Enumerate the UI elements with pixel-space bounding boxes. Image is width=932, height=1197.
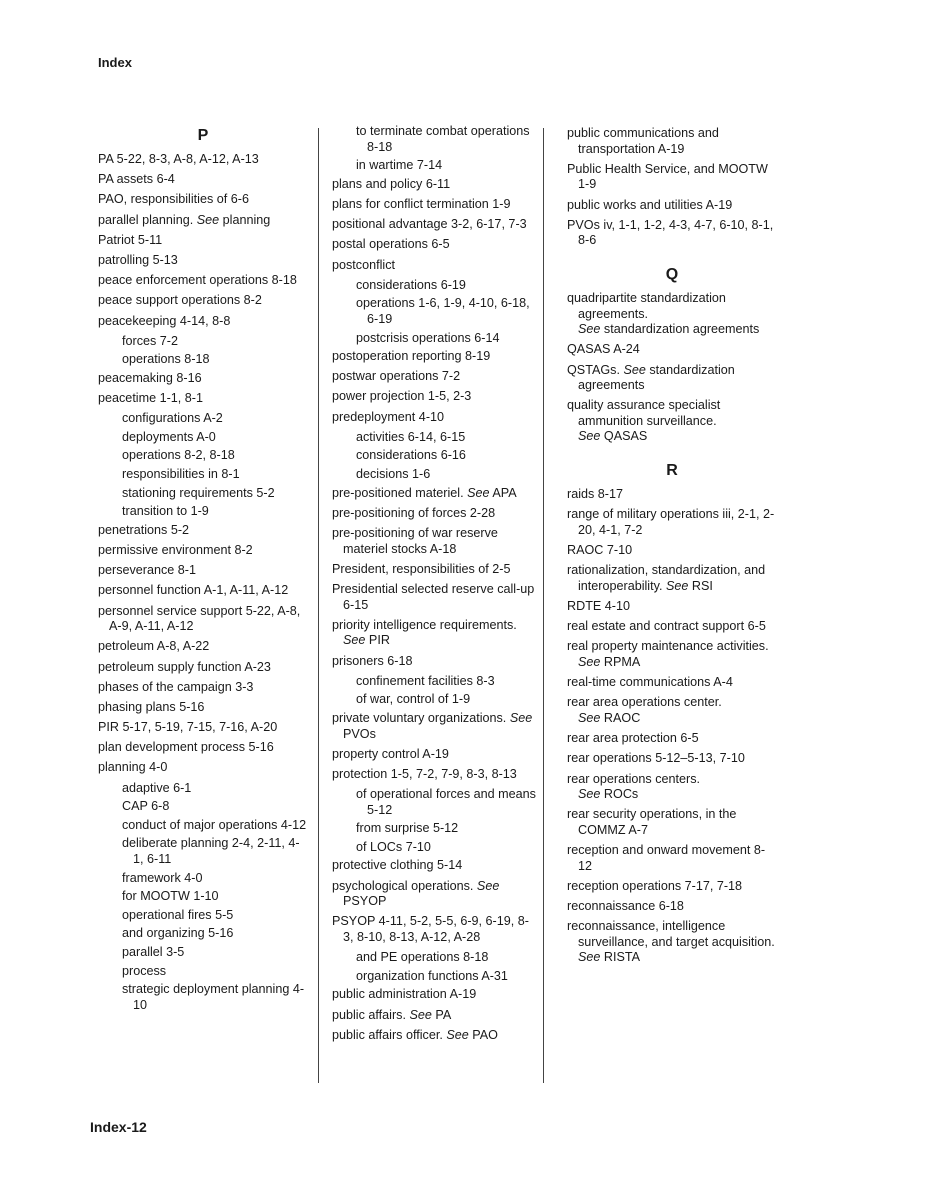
index-subentry xyxy=(356,692,537,708)
index-subentry xyxy=(122,818,308,834)
entry-text: real-time communications A-4 xyxy=(567,675,733,690)
see-label: See xyxy=(467,485,490,500)
index-subentry xyxy=(122,467,308,483)
see-label: See xyxy=(578,710,601,725)
index-entry xyxy=(98,700,308,716)
index-subentry xyxy=(122,430,308,446)
index-entry xyxy=(332,369,537,385)
see-reference: ROCs xyxy=(603,787,639,802)
entry-text: strategic deployment planning 4-10 xyxy=(122,982,305,1012)
entry-text: Public Health Service, and MOOTW 1-9 xyxy=(567,161,768,192)
index-entry xyxy=(567,619,777,635)
index-subentry xyxy=(122,486,308,502)
index-entry xyxy=(567,563,777,594)
entry-text: reception operations 7-17, 7-18 xyxy=(567,878,743,893)
entry-text: considerations 6-19 xyxy=(356,277,466,292)
see-label: See xyxy=(665,578,689,593)
entry-text: priority intelligence requirements. xyxy=(332,617,517,632)
entry-text: predeployment 4-10 xyxy=(332,409,445,424)
index-column-2 xyxy=(332,126,537,1048)
index-subentry xyxy=(356,969,537,985)
index-entry xyxy=(98,740,308,756)
entry-text: phases of the campaign 3-3 xyxy=(98,679,254,694)
see-label: See xyxy=(623,362,646,377)
entry-text: rear security operations, in the COMMZ A-7 xyxy=(567,807,737,837)
index-entry xyxy=(332,410,537,426)
index-entry xyxy=(332,879,537,910)
entry-text: QASAS A-24 xyxy=(567,342,640,357)
entry-text: transition to 1-9 xyxy=(122,504,209,519)
index-subentry xyxy=(356,674,537,690)
entry-text: peace support operations 8-2 xyxy=(98,293,262,308)
see-label: See xyxy=(409,1007,432,1022)
index-subentry xyxy=(122,964,308,980)
entry-text: petroleum supply function A-23 xyxy=(98,659,271,674)
entry-text: stationing requirements 5-2 xyxy=(122,485,275,500)
entry-text: positional advantage 3-2, 6-17, 7-3 xyxy=(332,217,527,232)
entry-text: raids 8-17 xyxy=(567,487,624,502)
entry-text: petroleum A-8, A-22 xyxy=(98,639,210,654)
index-entry xyxy=(567,843,777,874)
index-entry xyxy=(98,253,308,269)
index-subentry xyxy=(122,352,308,368)
entry-text: adaptive 6-1 xyxy=(122,780,192,795)
index-entry xyxy=(98,172,308,188)
index-entry xyxy=(332,1008,537,1024)
index-entry xyxy=(98,293,308,309)
index-entry xyxy=(567,772,777,803)
entry-text: PVOs iv, 1-1, 1-2, 4-3, 4-7, 6-10, 8-1, 8-6 xyxy=(567,217,774,248)
see-reference: PA xyxy=(435,1007,452,1022)
entry-text: rear area operations center. xyxy=(567,695,722,710)
index-entry xyxy=(567,639,777,670)
entry-text: parallel planning. xyxy=(98,212,194,227)
index-entry xyxy=(98,523,308,539)
index-entry xyxy=(332,914,537,945)
entry-text: pre-positioning of war reserve materiel stocks A-18 xyxy=(332,526,498,556)
index-entry xyxy=(98,192,308,208)
index-subentry xyxy=(122,871,308,887)
entry-text: personnel function A-1, A-11, A-12 xyxy=(98,583,289,598)
index-subentry xyxy=(356,787,537,818)
index-column-3 xyxy=(567,126,777,971)
entry-text: of LOCs 7-10 xyxy=(356,839,431,854)
entry-text: postconflict xyxy=(332,257,395,272)
see-reference: standardization agreements xyxy=(603,322,760,337)
entry-text: configurations A-2 xyxy=(122,411,223,426)
index-subentry xyxy=(356,331,537,347)
entry-text: postwar operations 7-2 xyxy=(332,369,461,384)
column-divider xyxy=(318,128,319,1083)
entry-text: activities 6-14, 6-15 xyxy=(356,429,466,444)
entry-text: rationalization, standardization, and interoperability. xyxy=(567,563,766,593)
index-subentry xyxy=(122,411,308,427)
index-entry xyxy=(98,720,308,736)
index-subentry xyxy=(122,908,308,924)
index-entry xyxy=(332,389,537,405)
entry-text: quality assurance specialist ammunition surveillance. xyxy=(567,398,721,428)
index-entry xyxy=(332,747,537,763)
index-entry xyxy=(567,291,777,338)
see-reference: planning xyxy=(222,212,271,227)
see-label: See xyxy=(509,710,533,725)
entry-text: operations 1-6, 1-9, 4-10, 6-18, 6-19 xyxy=(356,296,530,326)
entry-text: in wartime 7-14 xyxy=(356,158,443,173)
entry-text: peacekeeping 4-14, 8-8 xyxy=(98,313,231,328)
entry-text: for MOOTW 1-10 xyxy=(122,889,219,904)
see-label: See xyxy=(578,429,601,444)
entry-text: Patriot 5-11 xyxy=(98,232,163,247)
index-subentry xyxy=(356,840,537,856)
running-header: Index xyxy=(98,55,132,70)
index-subentry xyxy=(122,889,308,905)
entry-text: deliberate planning 2-4, 2-11, 4-1, 6-11 xyxy=(122,836,300,867)
index-subentry xyxy=(122,836,308,867)
entry-text: from surprise 5-12 xyxy=(356,821,459,836)
index-entry xyxy=(567,126,777,157)
index-entry xyxy=(567,507,777,538)
entry-text: forces 7-2 xyxy=(122,333,178,348)
index-subentry xyxy=(122,945,308,961)
index-subentry xyxy=(356,124,537,155)
index-entry xyxy=(567,198,777,214)
index-entry xyxy=(98,760,308,776)
index-entry xyxy=(332,486,537,502)
index-entry xyxy=(332,258,537,274)
index-subentry xyxy=(122,781,308,797)
entry-text: personnel service support 5-22, A-8, A-9, A-11, A-12 xyxy=(98,603,301,634)
index-subentry xyxy=(122,926,308,942)
entry-text: framework 4-0 xyxy=(122,870,203,885)
entry-text: protection 1-5, 7-2, 7-9, 8-3, 8-13 xyxy=(332,766,517,781)
index-subentry xyxy=(356,430,537,446)
index-subentry xyxy=(122,799,308,815)
index-entry xyxy=(332,349,537,365)
see-reference: RISTA xyxy=(603,950,641,965)
entry-text: PA 5-22, 8-3, A-8, A-12, A-13 xyxy=(98,152,259,166)
index-entry xyxy=(332,767,537,783)
entry-text: RAOC 7-10 xyxy=(567,543,633,558)
entry-text: public affairs. xyxy=(332,1007,406,1022)
entry-text: operational fires 5-5 xyxy=(122,907,234,922)
entry-text: parallel 3-5 xyxy=(122,945,185,959)
entry-text: PSYOP 4-11, 5-2, 5-5, 6-9, 6-19, 8-3, 8-10, 8-13, A-12, A-28 xyxy=(332,914,529,944)
index-entry xyxy=(98,152,308,168)
entry-text: range of military operations iii, 2-1, 2-20, 4-1, 7-2 xyxy=(567,507,775,537)
entry-text: organization functions A-31 xyxy=(356,968,508,983)
see-label: See xyxy=(476,878,500,893)
index-entry xyxy=(332,217,537,233)
section-letter: Q xyxy=(665,265,679,283)
index-entry xyxy=(567,398,777,445)
entry-text: permissive environment 8-2 xyxy=(98,543,253,557)
entry-text: postal operations 6-5 xyxy=(332,237,450,252)
see-label: See xyxy=(446,1027,469,1042)
section-letter: R xyxy=(666,462,678,480)
see-reference: QASAS xyxy=(603,429,648,444)
entry-text: PA assets 6-4 xyxy=(98,172,175,187)
index-subentry xyxy=(356,296,537,327)
index-subentry xyxy=(356,950,537,966)
see-label: See xyxy=(343,633,366,648)
see-label: See xyxy=(578,950,601,965)
index-entry xyxy=(332,506,537,522)
index-entry xyxy=(332,237,537,253)
entry-text: prisoners 6-18 xyxy=(332,653,413,668)
entry-text: plans and policy 6-11 xyxy=(332,176,451,191)
index-subentry xyxy=(122,448,308,464)
entry-text: postcrisis operations 6-14 xyxy=(356,330,500,345)
entry-text: psychological operations. xyxy=(332,878,474,893)
entry-text: public administration A-19 xyxy=(332,987,477,1002)
entry-text: PAO, responsibilities of 6-6 xyxy=(98,192,249,207)
index-entry xyxy=(98,213,308,229)
index-entry xyxy=(567,695,777,726)
index-entry xyxy=(98,273,308,289)
entry-text: decisions 1-6 xyxy=(356,467,431,482)
index-entry xyxy=(98,563,308,579)
see-reference: APA xyxy=(492,485,517,500)
index-entry xyxy=(567,675,777,691)
index-subentry xyxy=(356,448,537,464)
index-entry xyxy=(567,807,777,838)
index-entry xyxy=(567,162,777,193)
index-entry xyxy=(332,526,537,557)
entry-text: deployments A-0 xyxy=(122,429,216,444)
entry-text: peacetime 1-1, 8-1 xyxy=(98,391,204,406)
see-label: See xyxy=(578,322,601,337)
index-entry xyxy=(567,363,777,394)
entry-text: phasing plans 5-16 xyxy=(98,699,205,714)
index-entry xyxy=(567,218,777,249)
entry-text: of operational forces and means 5-12 xyxy=(356,787,536,817)
index-entry xyxy=(98,583,308,599)
index-entry xyxy=(98,391,308,407)
entry-text: postoperation reporting 8-19 xyxy=(332,349,491,364)
entry-text: CAP 6-8 xyxy=(122,799,170,814)
entry-text: peacemaking 8-16 xyxy=(98,370,202,385)
entry-text: operations 8-2, 8-18 xyxy=(122,448,235,463)
index-entry xyxy=(98,680,308,696)
entry-text: conduct of major operations 4-12 xyxy=(122,817,307,832)
index-entry xyxy=(332,1028,537,1044)
section-letter: P xyxy=(197,127,209,144)
entry-text: pre-positioning of forces 2-28 xyxy=(332,505,496,520)
index-column-1 xyxy=(98,126,308,1016)
entry-text: PIR 5-17, 5-19, 7-15, 7-16, A-20 xyxy=(98,720,278,735)
see-reference: PAO xyxy=(472,1027,498,1042)
entry-text: RDTE 4-10 xyxy=(567,599,630,613)
index-entry xyxy=(98,233,308,249)
index-entry xyxy=(332,562,537,578)
entry-text: reconnaissance, intelligence surveillance, and target acquisition. xyxy=(567,919,775,949)
entry-text: Presidential selected reserve call-up 6-15 xyxy=(332,581,535,612)
entry-text: perseverance 8-1 xyxy=(98,563,197,578)
entry-text: public affairs officer. xyxy=(332,1027,443,1042)
entry-text: confinement facilities 8-3 xyxy=(356,673,495,688)
entry-text: peace enforcement operations 8-18 xyxy=(98,273,297,288)
entry-text: plan development process 5-16 xyxy=(98,740,274,755)
index-subentry xyxy=(122,504,308,520)
index-entry xyxy=(332,177,537,193)
index-subentry xyxy=(356,158,537,174)
see-reference: standardization agreements xyxy=(578,362,735,393)
column-divider xyxy=(543,128,544,1083)
entry-text: real estate and contract support 6-5 xyxy=(567,619,766,634)
index-entry xyxy=(567,731,777,747)
entry-text: penetrations 5-2 xyxy=(98,522,190,537)
entry-text: pre-positioned materiel. xyxy=(332,485,464,500)
entry-text: operations 8-18 xyxy=(122,352,210,367)
index-entry xyxy=(567,487,777,503)
see-reference: PSYOP xyxy=(343,894,387,909)
entry-text: plans for conflict termination 1-9 xyxy=(332,196,511,211)
index-entry xyxy=(332,618,537,649)
index-entry xyxy=(567,899,777,915)
entry-text: and organizing 5-16 xyxy=(122,926,234,941)
index-entry xyxy=(98,639,308,655)
index-entry xyxy=(332,197,537,213)
see-reference: RSI xyxy=(691,578,713,593)
entry-text: process xyxy=(122,963,167,978)
entry-text: quadripartite standardization agreements. xyxy=(567,290,726,321)
see-reference: PIR xyxy=(368,633,390,648)
index-entry xyxy=(98,604,308,635)
index-entry xyxy=(567,879,777,895)
index-subentry xyxy=(356,467,537,483)
entry-text: patrolling 5-13 xyxy=(98,252,178,267)
index-entry xyxy=(332,582,537,613)
entry-text: rear operations 5-12–5-13, 7-10 xyxy=(567,751,745,766)
index-entry xyxy=(332,858,537,874)
entry-text: QSTAGs. xyxy=(567,362,620,377)
index-entry xyxy=(98,314,308,330)
index-entry xyxy=(567,599,777,615)
index-entry xyxy=(332,654,537,670)
entry-text: public works and utilities A-19 xyxy=(567,197,733,212)
index-entry xyxy=(567,342,777,358)
entry-text: reception and onward movement 8-12 xyxy=(567,843,766,873)
entry-text: responsibilities in 8-1 xyxy=(122,467,240,482)
entry-text: and PE operations 8-18 xyxy=(356,950,489,965)
page-number: Index-12 xyxy=(90,1119,147,1135)
index-subentry xyxy=(356,821,537,837)
entry-text: rear operations centers. xyxy=(567,771,701,786)
see-reference: PVOs xyxy=(343,726,376,741)
index-subentry xyxy=(122,982,308,1013)
index-entry xyxy=(332,987,537,1003)
entry-text: power projection 1-5, 2-3 xyxy=(332,389,472,404)
entry-text: private voluntary organizations. xyxy=(332,710,507,725)
index-entry xyxy=(332,711,537,742)
index-entry xyxy=(567,543,777,559)
index-entry xyxy=(567,919,777,966)
see-reference: RAOC xyxy=(603,710,641,725)
index-subentry xyxy=(122,334,308,350)
entry-text: reconnaissance 6-18 xyxy=(567,899,684,914)
entry-text: considerations 6-16 xyxy=(356,448,466,463)
entry-text: to terminate combat operations 8-18 xyxy=(356,124,530,154)
entry-text: public communications and transportation A-19 xyxy=(567,126,719,156)
see-label: See xyxy=(196,212,220,227)
index-entry xyxy=(567,751,777,767)
entry-text: property control A-19 xyxy=(332,746,449,761)
see-label: See xyxy=(578,787,601,802)
entry-text: rear area protection 6-5 xyxy=(567,731,699,746)
entry-text: planning 4-0 xyxy=(98,760,168,775)
entry-text: protective clothing 5-14 xyxy=(332,858,463,873)
entry-text: of war, control of 1-9 xyxy=(356,692,471,707)
see-reference: RPMA xyxy=(603,654,641,669)
index-entry xyxy=(98,660,308,676)
entry-text: real property maintenance activities. xyxy=(567,639,769,654)
see-label: See xyxy=(578,654,601,669)
index-entry xyxy=(98,543,308,559)
index-entry xyxy=(98,371,308,387)
index-subentry xyxy=(356,278,537,294)
entry-text: President, responsibilities of 2-5 xyxy=(332,561,511,576)
